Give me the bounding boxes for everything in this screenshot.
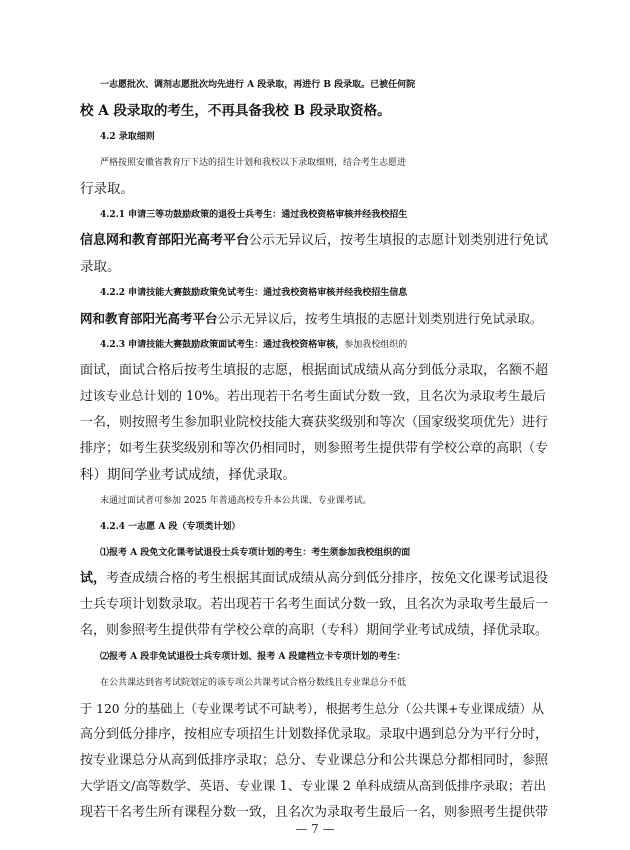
bold-text: 网和教育部阳光高考平台	[80, 311, 218, 326]
paragraph-line	[80, 388, 550, 406]
paragraph-line	[100, 336, 570, 354]
body-text: 公示无异议后，按考生填报的志愿计划类别进行免试录取。	[217, 311, 543, 326]
paragraph-line	[80, 362, 550, 380]
paragraph-line	[100, 544, 570, 562]
body-text: 参加我校组织的	[344, 340, 408, 350]
paragraph-line	[80, 310, 550, 328]
paragraph-line	[100, 492, 570, 510]
bold-text: ⑴报考 A 段免文化课考试退役士兵专项计划的考生：考生须参加我校组织的面	[100, 548, 411, 558]
bold-text: 信息网和教育部阳光高考平台	[80, 233, 250, 248]
body-text: 考查成绩合格的考生根据其面试成绩从高分到低分排序，按免文化课考试退役	[106, 571, 549, 586]
paragraph-line	[100, 648, 570, 666]
bold-text: 校 A 段录取的考生，不再具备我校 B 段录取资格。	[80, 103, 391, 119]
page-number: — 7 —	[295, 822, 335, 836]
bold-text: 4.2.4 一志愿 A 段（专项类计划）	[100, 522, 241, 532]
bold-text: 一志愿批次、调剂志愿批次均先进行 A 段录取，再进行 B 段录取。已被任何院	[100, 80, 416, 90]
body-text: 公示无异议后，按考生填报的志愿计划类别进行免试	[249, 233, 549, 248]
paragraph-line	[80, 414, 550, 432]
body-text: 士兵专项计划数录取。若出现若干名考生面试分数一致，且名次为录取考生最后一	[80, 597, 549, 612]
bold-text: 试，	[80, 571, 107, 586]
paragraph-line	[100, 284, 570, 302]
body-text: 录取。	[80, 259, 121, 275]
body-text: 高分到低分排序，按相应专项招生计划数择优录取。录取中遇到总分为平行分时，	[80, 727, 549, 742]
paragraph-line	[80, 622, 550, 640]
body-text: 行录取。	[80, 181, 134, 197]
section-heading	[100, 518, 570, 536]
paragraph-line	[80, 570, 550, 588]
section-heading	[100, 128, 570, 146]
bold-text: ⑵报考 A 段非免试退役士兵专项计划、报考 A 段建档立卡专项计划的考生：	[100, 652, 406, 662]
body-text: 未通过面试者可参加 2025 年普通高校专升本公共课、专业课考试。	[100, 496, 372, 506]
paragraph-line	[80, 232, 550, 250]
body-text: 大学语文/高等数学、英语、专业课 1、专业课 2 单科成绩从高到低排序录取；若出	[80, 779, 547, 794]
body-text: 面试，面试合格后按考生填报的志愿，根据面试成绩从高分到低分录取，名额不超	[80, 363, 549, 378]
paragraph-line	[80, 700, 550, 718]
paragraph-line	[100, 76, 570, 94]
paragraph-line	[80, 726, 550, 744]
paragraph-line	[80, 778, 550, 796]
paragraph-line	[80, 752, 550, 770]
body-text: 名，则参照考生提供带有学校公章的高职（专科）期间学业考试成绩，择优录取。	[80, 623, 549, 638]
body-text: 过该专业总计划的 10%。若出现若干名考生面试分数一致，且名次为录取考生最后	[80, 389, 546, 404]
paragraph-line	[100, 674, 570, 692]
paragraph-line	[80, 180, 550, 198]
bold-text: 4.2.1 申请三等功鼓励政策的退役士兵考生：通过我校资格审核并经我校招生	[100, 210, 408, 220]
body-text: 严格按照安徽省教育厅下达的招生计划和我校以下录取细则，结合考生志愿进	[100, 158, 407, 168]
body-text: 排序；如考生获奖级别和等次仍相同时，则参照考生提供带有学校公章的高职（专	[80, 441, 549, 456]
paragraph-line	[100, 206, 570, 224]
paragraph-line	[80, 258, 550, 276]
body-text: 科）期间学业考试成绩，择优录取。	[80, 467, 296, 483]
paragraph-line	[80, 804, 550, 822]
body-text: 在公共课达到省考试院划定的该专项公共课考试合格分数线且专业课总分不低	[100, 678, 407, 688]
body-text: 现若干名考生所有课程分数一致，且名次为录取考生最后一名，则参照考生提供带	[80, 805, 549, 820]
bold-text: 4.2.2 申请技能大赛鼓励政策免试考生：通过我校资格审核并经我校招生信息	[100, 288, 408, 298]
paragraph-line	[80, 102, 550, 120]
paragraph-line	[80, 466, 550, 484]
paragraph-line	[80, 596, 550, 614]
paragraph-line	[80, 440, 550, 458]
body-text: 于 120 分的基础上（专业课考试不可缺考），根据考生总分（公共课+专业课成绩）从	[80, 702, 545, 716]
body-text: 一名，则按照考生参加职业院校技能大赛获奖级别和等次（国家级奖项优先）进行	[80, 415, 549, 430]
bold-text: 4.2 录取细则	[100, 132, 155, 142]
body-text: 按专业课总分从高到低排序录取；总分、专业课总分和公共课总分都相同时，参照	[80, 753, 549, 768]
paragraph-line	[100, 154, 570, 172]
bold-text: 4.2.3 申请技能大赛鼓励政策面试考生：通过我校资格审核，	[100, 340, 345, 350]
